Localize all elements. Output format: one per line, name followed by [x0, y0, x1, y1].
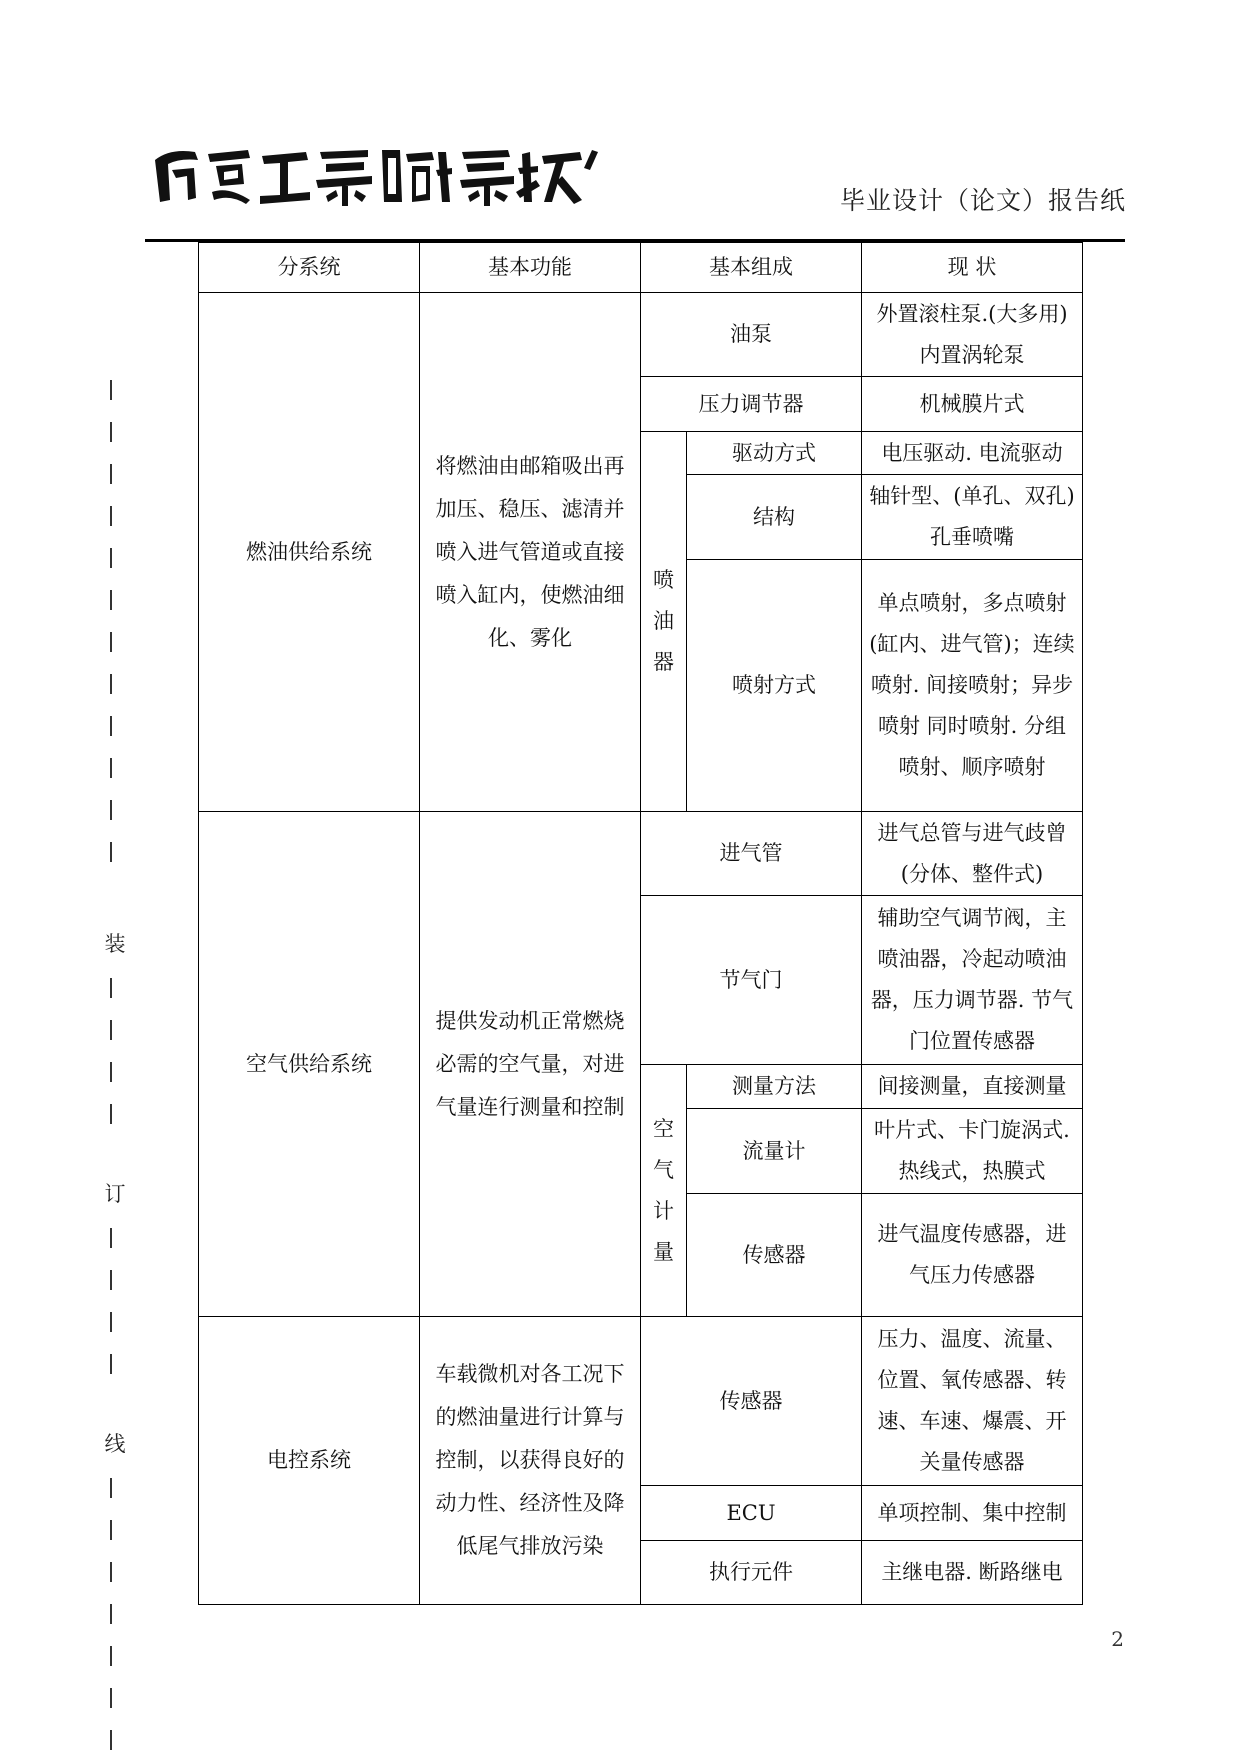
binding-dash: [110, 1520, 112, 1540]
header-cell-status: 现 状: [862, 243, 1083, 293]
component-ecs-sensor: 传感器: [641, 1317, 862, 1486]
status-pressure-regulator: 机械膜片式: [862, 377, 1083, 432]
component-pressure-regulator: 压力调节器: [641, 377, 862, 432]
table-row: [199, 293, 1083, 377]
binding-dash: [110, 978, 112, 998]
status-ecs-sensor: 压力、温度、流量、位置、氧传感器、转速、车速、爆震、开关量传感器: [862, 1317, 1083, 1486]
status-ecu: 单项控制、集中控制: [862, 1486, 1083, 1541]
binding-dash: [110, 842, 112, 862]
component-structure: 结构: [687, 475, 862, 560]
component-air-metering-group: [641, 1065, 687, 1317]
header-cell-function: 基本功能: [420, 243, 641, 293]
binding-dash: [110, 422, 112, 442]
binding-dash: [110, 632, 112, 652]
header-cell-subsystem: 分系统: [199, 243, 420, 293]
binding-dash: [110, 1354, 112, 1374]
page-number: 2: [1111, 1627, 1124, 1651]
status-actuator: 主继电器. 断路继电: [862, 1541, 1083, 1605]
binding-dash: [110, 1730, 112, 1750]
status-measure-method: 间接测量，直接测量: [862, 1065, 1083, 1109]
binding-dash: [110, 1312, 112, 1332]
status-fuel-pump: 外置滚柱泵.(大多用)内置涡轮泵: [862, 293, 1083, 377]
table-header-row: [199, 243, 1083, 293]
component-actuator: 执行元件: [641, 1541, 862, 1605]
component-throttle: 节气门: [641, 896, 862, 1065]
component-drive-mode: 驱动方式: [687, 432, 862, 475]
table-row: [199, 1317, 1083, 1486]
binding-dash: [110, 716, 112, 736]
status-flowmeter: 叶片式、卡门旋涡式. 热线式，热膜式: [862, 1109, 1083, 1194]
component-injection-mode: 喷射方式: [687, 560, 862, 812]
component-fuel-pump: 油泵: [641, 293, 862, 377]
binding-dash: [110, 380, 112, 400]
status-throttle: 辅助空气调节阀，主喷油器，冷起动喷油器，压力调节器. 节气门位置传感器: [862, 896, 1083, 1065]
binding-dash: [110, 1646, 112, 1666]
binding-dash: [110, 590, 112, 610]
binding-dash: [110, 1020, 112, 1040]
binding-dash: [110, 1562, 112, 1582]
binding-dash: [110, 506, 112, 526]
status-injection-mode: 单点喷射，多点喷射(缸内、进气管)；连续喷射. 间接喷射；异步喷射 同时喷射. 分组喷射、顺序喷射: [862, 560, 1083, 812]
binding-dash: [110, 1604, 112, 1624]
binding-dash: [110, 1270, 112, 1290]
status-drive-mode: 电压驱动. 电流驱动: [862, 432, 1083, 475]
binding-dash: [110, 674, 112, 694]
component-flowmeter: 流量计: [687, 1109, 862, 1194]
binding-dash: [110, 758, 112, 778]
air-metering-group-label: 空气计量: [653, 1116, 674, 1264]
binding-char-ding: 订: [104, 1182, 126, 1206]
component-measure-method: 测量方法: [687, 1065, 862, 1109]
subsystem-air: 空气供给系统: [199, 812, 420, 1317]
function-ecs: 车载微机对各工况下的燃油量进行计算与控制，以获得良好的动力性、经济性及降低尾气排放污染: [420, 1317, 641, 1605]
binding-char-xian: 线: [104, 1432, 126, 1456]
binding-dash: [110, 1228, 112, 1248]
report-paper-title: 毕业设计（论文）报告纸: [839, 186, 1126, 215]
header-cell-composition: 基本组成: [641, 243, 862, 293]
component-injector-group: [641, 432, 687, 812]
binding-char-zhuang: 装: [104, 932, 126, 956]
binding-dash: [110, 464, 112, 484]
binding-dash: [110, 548, 112, 568]
binding-dash: [110, 800, 112, 820]
status-structure: 轴针型、(单孔、双孔)孔垂喷嘴: [862, 475, 1083, 560]
binding-dash: [110, 1062, 112, 1082]
binding-dash: [110, 1104, 112, 1124]
subsystem-ecs: 电控系统: [199, 1317, 420, 1605]
function-air: 提供发动机正常燃烧必需的空气量，对进气量连行测量和控制: [420, 812, 641, 1317]
status-intake-manifold: 进气总管与进气歧曾(分体、整件式): [862, 812, 1083, 896]
binding-dash: [110, 1478, 112, 1498]
subsystem-fuel: 燃油供给系统: [199, 293, 420, 812]
efi-system-table: [198, 242, 1083, 1605]
binding-dash: [110, 1688, 112, 1708]
school-name: [150, 148, 670, 220]
binding-margin: [100, 380, 130, 1754]
component-air-sensor: 传感器: [687, 1194, 862, 1317]
function-fuel: 将燃油由邮箱吸出再加压、稳压、滤清并喷入进气管道或直接喷入缸内，使燃油细化、雾化: [420, 293, 641, 812]
component-ecu: ECU: [641, 1486, 862, 1541]
injector-group-label: 喷油器: [653, 568, 674, 674]
component-intake-manifold: 进气管: [641, 812, 862, 896]
status-air-sensor: 进气温度传感器，进气压力传感器: [862, 1194, 1083, 1317]
table-row: [199, 812, 1083, 896]
